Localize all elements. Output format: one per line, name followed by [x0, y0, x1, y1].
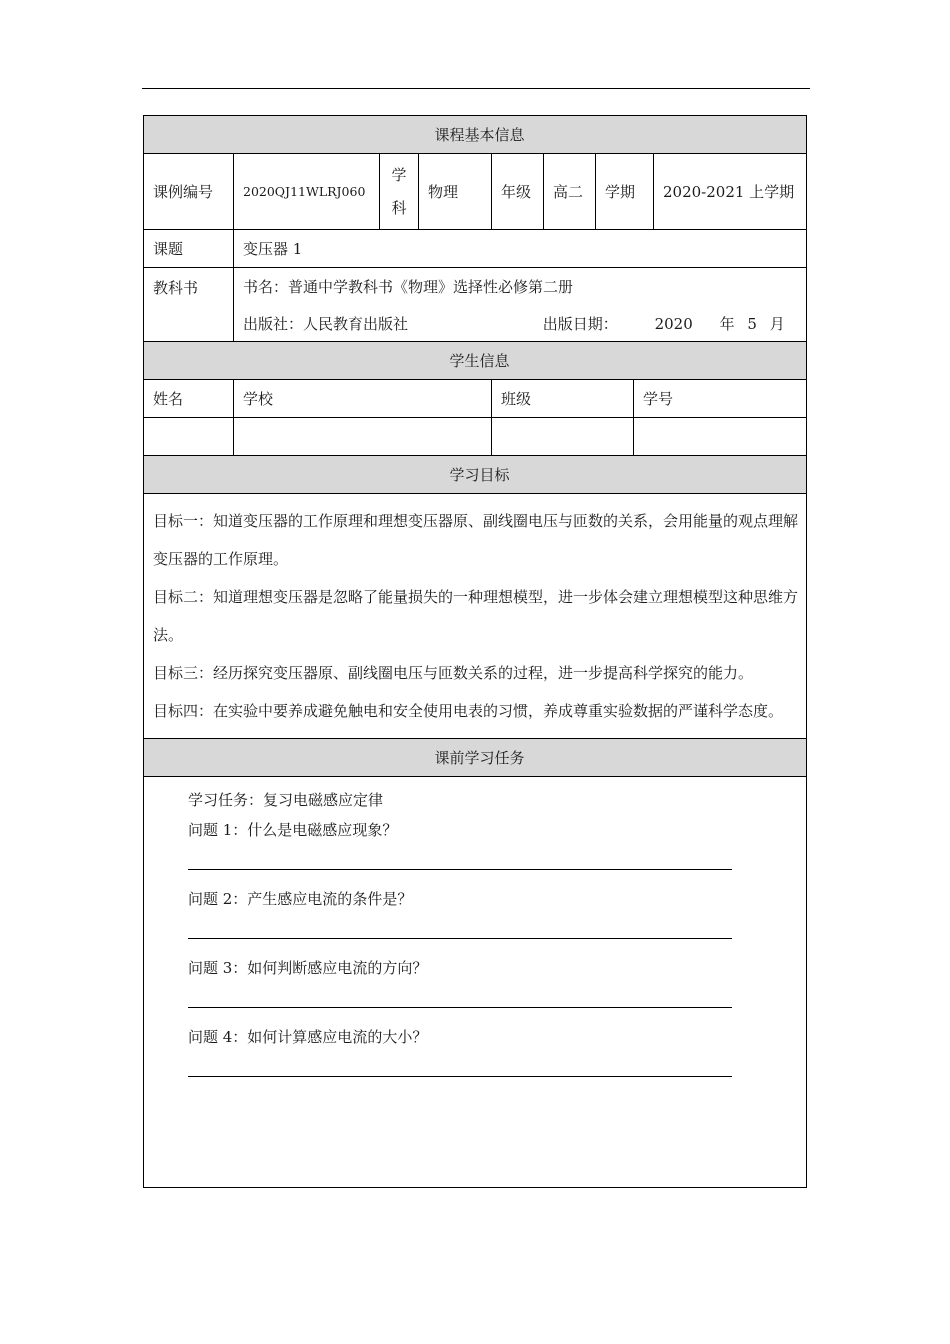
- answer-line-2[interactable]: [188, 938, 732, 939]
- term: 2020-2021 上学期: [654, 154, 807, 230]
- term-label: 学期: [596, 154, 654, 230]
- pre-tasks-cell: [144, 777, 807, 1188]
- pub-month: 5: [747, 314, 757, 333]
- goal-item: 目标一：知道变压器的工作原理和理想变压器原、副线圈电压与匝数的关系，会用能量的观点理解变压器的工作原理。: [153, 512, 799, 568]
- student-id-field[interactable]: [634, 418, 807, 456]
- question-4: 问题 4：如何计算感应电流的大小？: [188, 1028, 428, 1046]
- publisher: 出版社：人民教育出版社: [243, 314, 409, 333]
- textbook-row-1: [144, 268, 807, 306]
- course-info-header: 课程基本信息: [144, 116, 807, 154]
- pre-tasks-header: 课前学习任务: [144, 739, 807, 777]
- case-no: 2020QJ11WLRJ060: [234, 154, 380, 230]
- book-name: 书名：普通中学教科书《物理》选择性必修第二册: [234, 268, 807, 306]
- grade: 高二: [544, 154, 596, 230]
- task-title: 学习任务：复习电磁感应定律: [188, 791, 384, 809]
- topic: 变压器 1: [234, 230, 807, 268]
- answer-line-4[interactable]: [188, 1076, 732, 1077]
- student-id-label: 学号: [634, 380, 807, 418]
- topic-label: 课题: [144, 230, 234, 268]
- subject: 物理: [419, 154, 492, 230]
- goals-header-row: [144, 456, 807, 494]
- lesson-sheet: [143, 115, 807, 1188]
- student-values-row: [144, 418, 807, 456]
- question-1: 问题 1：什么是电磁感应现象？: [188, 821, 398, 839]
- pre-tasks-row: [144, 777, 807, 1188]
- pre-tasks-header-row: [144, 739, 807, 777]
- goal-item: 目标四：在实验中要养成避免触电和安全使用电表的习惯，养成尊重实验数据的严谨科学态度。: [153, 702, 784, 720]
- header-rule: [142, 88, 810, 89]
- pub-year: 2020: [654, 314, 693, 333]
- subject-label-char-1: 学: [391, 165, 407, 184]
- student-labels-row: [144, 380, 807, 418]
- pub-date-label: 出版日期：: [542, 314, 618, 333]
- subject-label: [380, 154, 419, 230]
- textbook-row-2: [144, 306, 807, 342]
- student-school-label: 学校: [234, 380, 492, 418]
- student-info-header-row: [144, 342, 807, 380]
- goal-item: 目标三：经历探究变压器原、副线圈电压与匝数关系的过程，进一步提高科学探究的能力。: [153, 664, 754, 682]
- answer-line-1[interactable]: [188, 869, 732, 870]
- question-2: 问题 2：产生感应电流的条件是？: [188, 890, 413, 908]
- question-3: 问题 3：如何判断感应电流的方向？: [188, 959, 428, 977]
- pub-month-unit: 月: [769, 314, 785, 333]
- student-class-label: 班级: [492, 380, 634, 418]
- goal-item: 目标二：知道理想变压器是忽略了能量损失的一种理想模型，进一步体会建立理想模型这种思维方法。: [153, 588, 799, 644]
- student-name-label: 姓名: [144, 380, 234, 418]
- student-school-field[interactable]: [234, 418, 492, 456]
- goals-header: 学习目标: [144, 456, 807, 494]
- student-class-field[interactable]: [492, 418, 634, 456]
- goals-cell: [144, 494, 807, 739]
- textbook-label: 教科书: [144, 268, 234, 342]
- pub-year-unit: 年: [719, 314, 735, 333]
- student-info-header: 学生信息: [144, 342, 807, 380]
- student-name-field[interactable]: [144, 418, 234, 456]
- goals-row: [144, 494, 807, 739]
- course-meta-row: [144, 154, 807, 230]
- topic-row: [144, 230, 807, 268]
- grade-label: 年级: [492, 154, 544, 230]
- subject-label-char-2: 科: [391, 198, 407, 217]
- course-info-header-row: [144, 116, 807, 154]
- case-no-label: 课例编号: [144, 154, 234, 230]
- publisher-line: [234, 306, 807, 342]
- answer-line-3[interactable]: [188, 1007, 732, 1008]
